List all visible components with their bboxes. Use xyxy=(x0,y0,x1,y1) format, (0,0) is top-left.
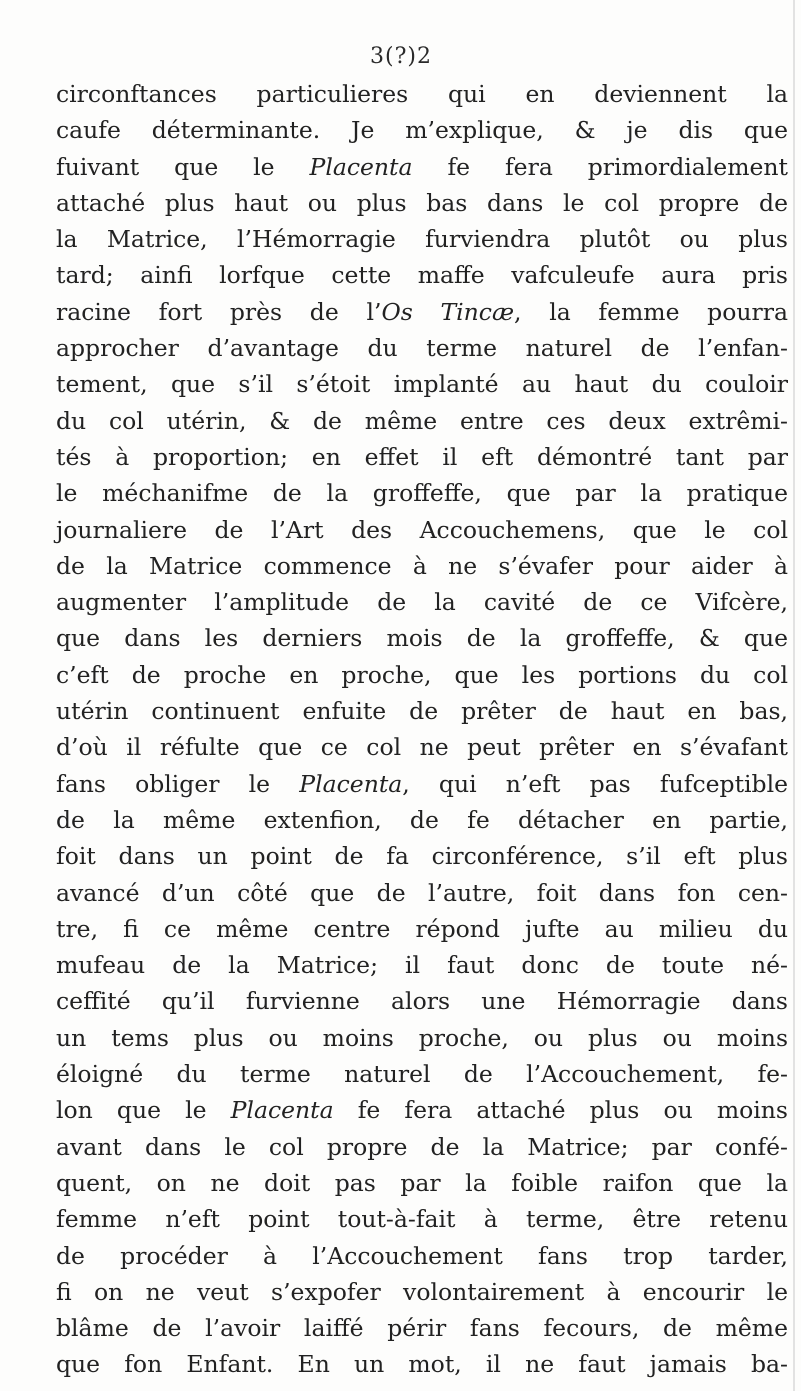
text-line: un tems plus ou moins proche, ou plus ou moins xyxy=(56,1023,788,1052)
text-line: avancé d’un côté que de l’autre, foit dans fon cen- xyxy=(56,878,788,907)
text-line: attaché plus haut ou plus bas dans le col propre de xyxy=(56,188,788,217)
text-line: fans obliger le Placenta, qui n’eft pas fufceptible xyxy=(56,769,788,798)
text-line: tés à proportion; en effet il eft démontré tant par xyxy=(56,442,788,471)
text-line: approcher d’avantage du terme naturel de l’enfan- xyxy=(56,334,788,363)
text-line: de la Matrice commence à ne s’évafer pour aider à xyxy=(56,551,788,580)
text-line: tement, que s’il s’étoit implanté au haut du couloir xyxy=(56,370,788,399)
text-line: la Matrice, l’Hémorragie furviendra plutôt ou plus xyxy=(56,225,788,254)
page-edge-shadow xyxy=(793,0,795,1391)
text-line: journaliere de l’Art des Accouchemens, que le col xyxy=(56,515,788,544)
text-line: tre, fi ce même centre répond jufte au milieu du xyxy=(56,914,788,943)
text-line: ceffité qu’il furvienne alors une Hémorragie dans xyxy=(56,987,788,1016)
text-line: que dans les derniers mois de la groffeffe, & que xyxy=(56,624,788,653)
text-line: c’eft de proche en proche, que les portions du col xyxy=(56,660,788,689)
text-line: femme n’eft point tout-à-fait à terme, être retenu xyxy=(56,1205,788,1234)
text-line: que fon Enfant. En un mot, il ne faut jamais ba- xyxy=(56,1350,788,1379)
text-line: tard; ainfi lorfque cette maffe vafculeufe aura pris xyxy=(56,261,788,290)
text-line: le méchanifme de la groffeffe, que par la pratique xyxy=(56,479,788,508)
text-line: foit dans un point de fa circonférence, s’il eft plus xyxy=(56,842,788,871)
text-line: utérin continuent enfuite de prêter de haut en bas, xyxy=(56,697,788,726)
text-line: fi on ne veut s’expofer volontairement à encourir le xyxy=(56,1277,788,1306)
text-line: du col utérin, & de même entre ces deux extrêmi- xyxy=(56,406,788,435)
page-number: 3(?)2 xyxy=(370,44,432,69)
text-line: d’où il réfulte que ce col ne peut prêter en s’évafant xyxy=(56,733,788,762)
text-line: éloigné du terme naturel de l’Accouchement, fe- xyxy=(56,1060,788,1089)
text-line: circonftances particulieres qui en deviennent la xyxy=(56,80,788,108)
text-line: avant dans le col propre de la Matrice; par confé- xyxy=(56,1132,788,1161)
text-line: blâme de l’avoir laiffé périr fans fecours, de même xyxy=(56,1314,788,1343)
text-line: de la même extenfion, de fe détacher en partie, xyxy=(56,805,788,834)
text-line: de procéder à l’Accouchement fans trop tarder, xyxy=(56,1241,788,1270)
text-line: fuivant que le Placenta fe fera primordialement xyxy=(56,152,788,181)
body-text xyxy=(56,76,788,1383)
text-line: quent, on ne doit pas par la foible raifon que la xyxy=(56,1168,788,1197)
text-line: lon que le Placenta fe fera attaché plus ou moins xyxy=(56,1096,788,1125)
text-line: racine fort près de l’Os Tincæ, la femme pourra xyxy=(56,297,788,326)
text-line: caufe déterminante. Je m’explique, & je dis que xyxy=(56,116,788,145)
text-line: mufeau de la Matrice; il faut donc de toute né- xyxy=(56,951,788,980)
text-line: augmenter l’amplitude de la cavité de ce Vifcère, xyxy=(56,588,788,617)
